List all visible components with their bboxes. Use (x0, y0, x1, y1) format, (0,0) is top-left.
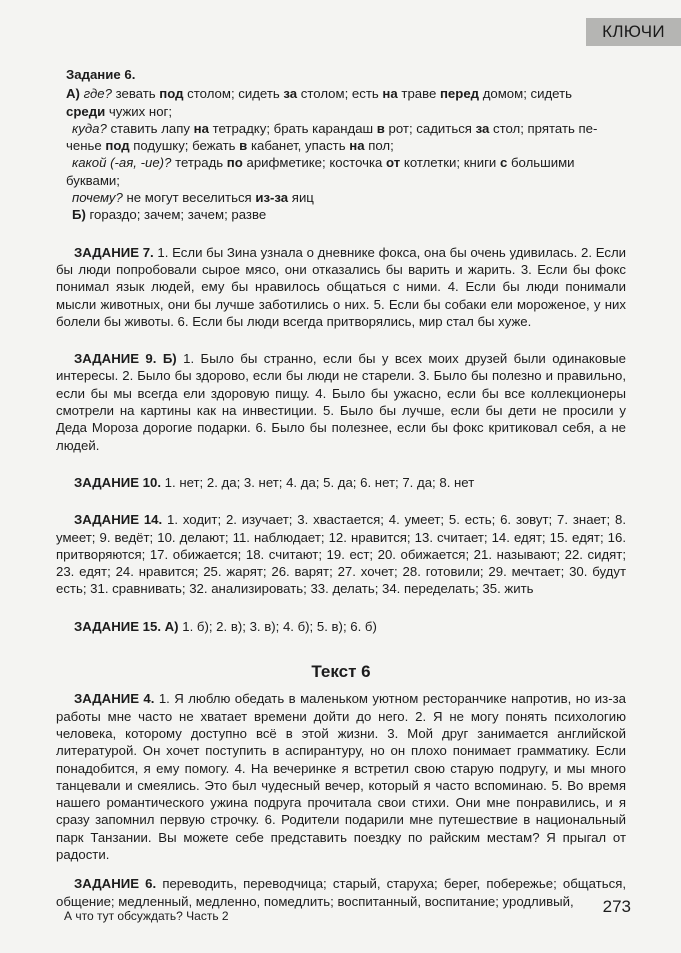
where-prep-2: за (283, 86, 298, 102)
which-text-2: арифметике; косточка (242, 155, 387, 171)
task-9-label: ЗАДАНИЕ 9. Б) (74, 351, 177, 367)
task-10-label: ЗАДАНИЕ 10. (74, 474, 161, 490)
question-where: где? (83, 86, 112, 102)
whither-text-3: рот; садиться (384, 120, 476, 136)
task-6-where (66, 85, 626, 120)
whither-prep-2: в (376, 120, 385, 136)
where-prep-4: перед (439, 86, 480, 102)
section-tab (586, 18, 681, 46)
whither-prep-1: на (193, 120, 209, 136)
task-9-paragraph (56, 350, 626, 454)
question-why: почему? (72, 190, 123, 206)
task-6-why (66, 189, 626, 206)
question-which: какой (-ая, -ие)? (72, 155, 172, 171)
task-6-block (66, 66, 626, 224)
where-prep-1: под (159, 86, 184, 102)
whither-text-2: тетрадку; брать карандаш (208, 120, 377, 136)
where-text-3: столом; есть (297, 86, 383, 102)
where-text-4: траве (397, 86, 440, 102)
whither-text-7: кабанет, упасть (247, 138, 350, 154)
task-7-label: ЗАДАНИЕ 7. (74, 244, 154, 260)
part-b-label: Б) (72, 207, 86, 223)
task-14-paragraph (56, 511, 626, 597)
which-prep-2: от (386, 155, 401, 171)
part-b-text: гораздо; зачем; зачем; разве (85, 207, 267, 223)
page-number: 273 (602, 897, 631, 916)
where-prep-3: на (382, 86, 398, 102)
task-14-text: 1. ходит; 2. изучает; 3. хвастается; 4. умеет; 5. есть; 6. зовут; 7. знает; 8. умеет; 9. ведёт; 10. делают; 11. наблюдает; 12. нравится; 13. считает; 14. едят; 15. едят; 16. притворяются; 17. обижается; 18. считают; 19. ест; 20. обижается; 21. называют; 22. сидят; 23. едят; 24. нравится; 25. жарят; 26. варят; 27. хочет; 28. готовили; 29. мечтает; 30. будут есть; 31. сравнивать; 32. анализировать; 33. делать; 34. переделать; 35. жить (56, 512, 626, 597)
part-a-label: А) (66, 86, 80, 102)
task-15-text: 1. б); 2. в); 3. в); 4. б); 5. в); 6. б) (178, 618, 377, 634)
section-title-text-6: Текст 6 (311, 662, 371, 682)
task-6-whither (66, 120, 626, 155)
where-text-2: столом; сидеть (183, 86, 284, 102)
whither-text-8: пол; (364, 138, 394, 154)
task-15-paragraph (56, 618, 626, 635)
task-6-part-b (66, 206, 626, 223)
task-10-text: 1. нет; 2. да; 3. нет; 4. да; 5. да; 6. нет; 7. да; 8. нет (161, 474, 475, 490)
text-6-task-4-text: 1. Я люблю обедать в маленьком уютном ресторанчике напротив, но из-за работы мне часто не хватает времени дойти до него. 2. Я не могу понять психологию человека, которому доступно всё в этой жизни. 3. Мой друг занимается английской литературой. Он хочет поступить в аспирантуру, но он плохо понимает грамматику. Если понадобится, я ему помогу. 4. На вечеринке я встретил свою старую подругу, и мы много танцевали и смеялись. Это был чудесный вечер, который я часто вспоминаю. 5. Во время нашего романтического ужина подруга прочитала свои стихи. Они мне понравились, и я сразу запомнил первую строчку. 6. Родители подарили мне путешествие в национальный парк Танзании. Вы можете себе представить поездку по райским местам? Я прыгал от радости. (56, 691, 626, 862)
task-9-text: 1. Было бы странно, если бы у всех моих друзей были одинаковые интересы. 2. Было бы здорово, если бы люди не старели. 3. Было бы полезно и правильно, если бы мы всегда ели здоровую пищу. 4. Было бы ужасно, если бы все коллекционеры смотрели на картины как на инвестиции. 5. Было бы лучше, если бы дети не просили у Деда Мороза дорогие подарки. 6. Было бы полезнее, если бы фокс критиковал себя, а не людей. (56, 351, 626, 453)
why-text-1: не могут веселиться (122, 190, 256, 206)
text-6-task-6-text: переводить, переводчица; старый, старуха; берег, побережье; общаться, общение; медленный, медленно, помедлить; воспитанный, воспитание; уродливый, (56, 876, 626, 909)
text-6-task-4-paragraph (56, 690, 626, 863)
where-text-1: зевать (111, 86, 160, 102)
which-text-5: буквами; (66, 172, 120, 188)
task-14-label: ЗАДАНИЕ 14. (74, 512, 163, 528)
page-content (56, 66, 626, 910)
why-prep-1: из-за (255, 190, 289, 206)
text-6-task-6-label: ЗАДАНИЕ 6. (74, 876, 157, 892)
whither-prep-3: за (475, 120, 490, 136)
where-text-6: чужих ног; (105, 103, 173, 119)
section-tab-label: КЛЮЧИ (602, 22, 665, 41)
task-6-which (66, 154, 626, 189)
whither-prep-6: на (349, 138, 365, 154)
which-prep-3: с (499, 155, 508, 171)
whither-text-5: ченье (66, 138, 106, 154)
book-title-footer: А что тут обсуждать? Часть 2 (64, 909, 229, 923)
whither-text-6: подушку; бежать (129, 138, 240, 154)
whither-prep-4: под (105, 138, 130, 154)
task-7-paragraph (56, 244, 626, 330)
why-text-2: яиц (288, 190, 314, 206)
which-text-3: котлетки; книги (400, 155, 500, 171)
task-6-heading: Задание 6. (66, 67, 136, 82)
text-6-task-6-paragraph (56, 875, 626, 910)
where-text-5: домом; сидеть (479, 86, 572, 102)
where-prep-5: среди (66, 103, 106, 119)
which-text-1: тетрадь (171, 155, 227, 171)
which-text-4: большими (507, 155, 575, 171)
question-whither: куда? (72, 120, 107, 136)
task-10-paragraph (56, 474, 626, 491)
task-7-text: 1. Если бы Зина узнала о дневнике фокса, она бы очень удивилась. 2. Если бы люди попробовали сырое мясо, они отказались бы варить и жарить. 3. Если бы фокс понимал язык людей, ему бы нравилось общаться с ними. 4. Если бы люди понимали мысли животных, они бы лучше заботились о них. 5. Если бы собаки ели мороженое, у них болели бы животы. 6. Если бы люди всегда притворялись, мир стал бы хуже. (56, 244, 627, 329)
whither-prep-5: в (239, 138, 248, 154)
whither-text-1: ставить лапу (106, 120, 194, 136)
task-15-label: ЗАДАНИЕ 15. А) (74, 618, 179, 634)
text-6-task-4-label: ЗАДАНИЕ 4. (74, 691, 155, 707)
which-prep-1: по (226, 155, 243, 171)
whither-text-4: стол; прятать пе- (489, 120, 598, 136)
